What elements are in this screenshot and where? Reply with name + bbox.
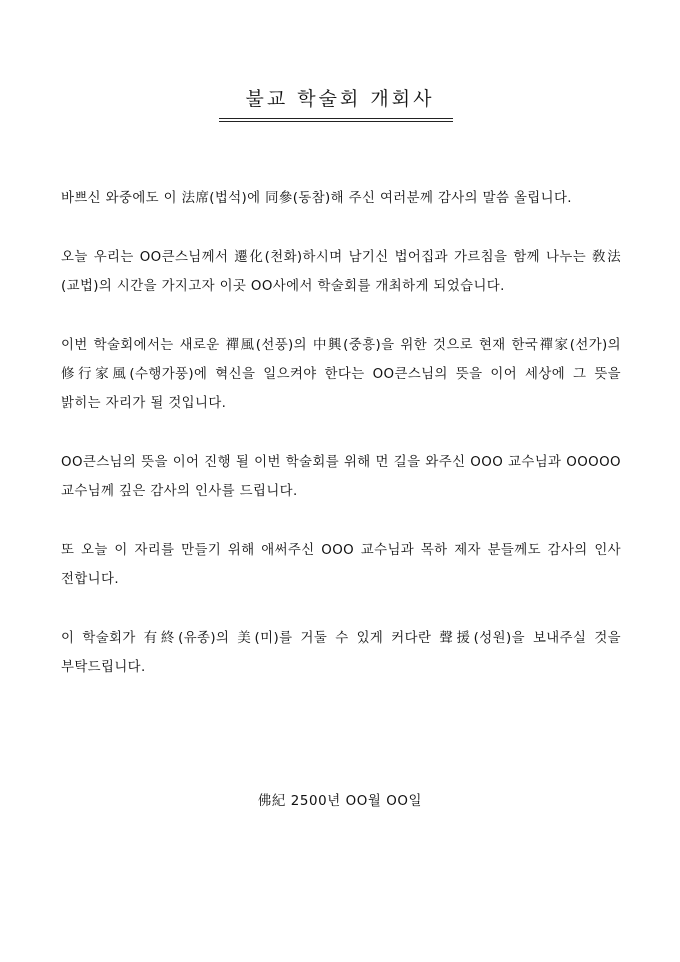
- paragraph-thanks-professors: OO큰스님의 뜻을 이어 진행 될 이번 학술회를 위해 먼 길을 와주신 OOO 교수님과 OOOOO 교수님께 깊은 감사의 인사를 드립니다.: [61, 455, 621, 499]
- document-body: [61, 184, 621, 712]
- paragraph-significance: 이번 학술회에서는 새로운 禪風(선풍)의 中興(중흥)을 위한 것으로 현재 한국禪家(선가)의 修行家風(수행가풍)에 혁신을 일으켜야 한다는 OO큰스님의 뜻을 이어 세상에 그 뜻을 밝히는 자리가 될 것입니다.: [61, 338, 621, 411]
- paragraph-thanks-organizers: 또 오늘 이 자리를 만들기 위해 애써주신 OOO 교수님과 목하 제자 분들께도 감사의 인사 전합니다.: [61, 543, 621, 587]
- title-block: [0, 86, 680, 112]
- title-double-underline: [219, 118, 453, 122]
- document-date: 佛紀 2500년 OO월 OO일: [257, 794, 423, 809]
- paragraph-closing-request: 이 학술회가 有終(유종)의 美(미)를 거둘 수 있게 커다란 聲援(성원)을 보내주실 것을 부탁드립니다.: [61, 631, 621, 675]
- paragraph-purpose: 오늘 우리는 OO큰스님께서 遷化(천화)하시며 남기신 법어집과 가르침을 함께 나누는 敎法(교법)의 시간을 가지고자 이곳 OO사에서 학술회를 개최하게 되었습니다.: [61, 250, 621, 294]
- document-title: 불교 학술회 개회사: [245, 88, 435, 110]
- paragraph-greeting: 바쁘신 와중에도 이 法席(법석)에 同參(동참)해 주신 여러분께 감사의 말씀 올립니다.: [61, 191, 572, 206]
